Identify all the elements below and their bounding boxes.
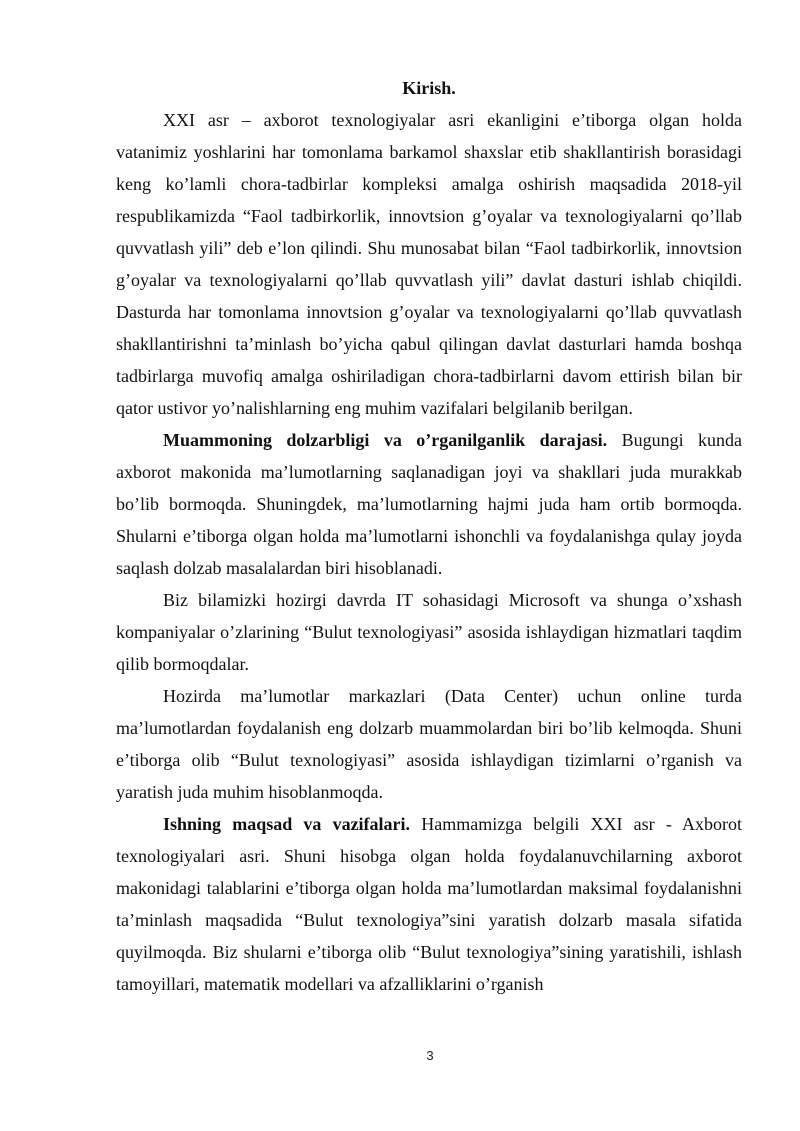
- paragraph-text: Biz bilamizki hozirgi davrda IT sohasidagi Microsoft va shunga o’xshash kompaniyalar o’zlarining “Bulut texnologiyasi” asosida ishlaydigan hizmatlari taqdim qilib bormoqdalar.: [116, 590, 742, 674]
- paragraph-text: XXI asr – axborot texnologiyalar asri ekanligini e’tiborga olgan holda vatanimiz yoshlarini har tomonlama barkamol shaxslar etib shakllantirish borasidagi keng ko’lamli chora-tadbirlar kompleksi amalga oshirish maqsadida 2018-yil respublikamizda “Faol tadbirkorlik, innovtsion g’oyalar va texnologiyalarni qo’llab quvvatlash yili” deb e’lon qilindi. Shu munosabat bilan “Faol tadbirkorlik, innovtsion g’oyalar va texnologiyalarni qo’llab quvvatlash yili” davlat dasturi ishlab chiqildi. Dasturda har tomonlama innovtsion g’oyalar va texnologiyalarni qo’llab quvvatlash shakllantirishni ta’minlash bo’yicha qabul qilingan davlat dasturlari hamda boshqa tadbirlarga muvofiq amalga oshiriladigan chora-tadbirlarni davom ettirish bilan bir qator ustivor yo’nalishlarning eng muhim vazifalari belgilanib berilgan.: [116, 110, 742, 418]
- paragraph-text: Bugungi kunda axborot makonida ma’lumotlarning saqlanadigan joyi va shakllari juda murakkab bo’lib bormoqda. Shuningdek, ma’lumotlarning hajmi juda ham ortib bormoqda. Shularni e’tiborga olgan holda ma’lumotlarni ishonchli va foydalanishga qulay joyda saqlash dolzab masalalardan biri hisoblanadi.: [116, 430, 742, 578]
- paragraph-lead: Ishning maqsad va vazifalari.: [163, 814, 411, 834]
- paragraph-microsoft: [116, 584, 742, 680]
- paragraph-goals: [116, 808, 742, 1000]
- paragraph-relevance: [116, 424, 742, 584]
- page-number: 3: [426, 1048, 434, 1063]
- paragraph-text: Hammamizga belgili XXI asr - Axborot texnologiyalari asri. Shuni hisobga olgan holda foydalanuvchilarning axborot makonidagi talablarini e’tiborga olgan holda ma’lumotlardan maksimal foydalanishni ta’minlash maqsadida “Bulut texnologiya”sini yaratish dolzarb masala sifatida quyilmoqda. Biz shularni e’tiborga olib “Bulut texnologiya”sining yaratishili, ishlash tamoyillari, matematik modellari va afzalliklarini o’rganish: [116, 814, 742, 994]
- paragraph-text: Hozirda ma’lumotlar markazlari (Data Center) uchun online turda ma’lumotlardan foydalanish eng dolzarb muammolardan biri bo’lib kelmoqda. Shuni e’tiborga olib “Bulut texnologiyasi” asosida ishlaydigan tizimlarni o’rganish va yaratish juda muhim hisoblanmoqda.: [116, 686, 742, 802]
- page-body: [116, 72, 742, 1000]
- section-title: Kirish.: [402, 78, 456, 98]
- paragraph-data-center: [116, 680, 742, 808]
- paragraph-intro: [116, 104, 742, 424]
- paragraph-lead: Muammoning dolzarbligi va o’rganilganlik darajasi.: [163, 430, 608, 450]
